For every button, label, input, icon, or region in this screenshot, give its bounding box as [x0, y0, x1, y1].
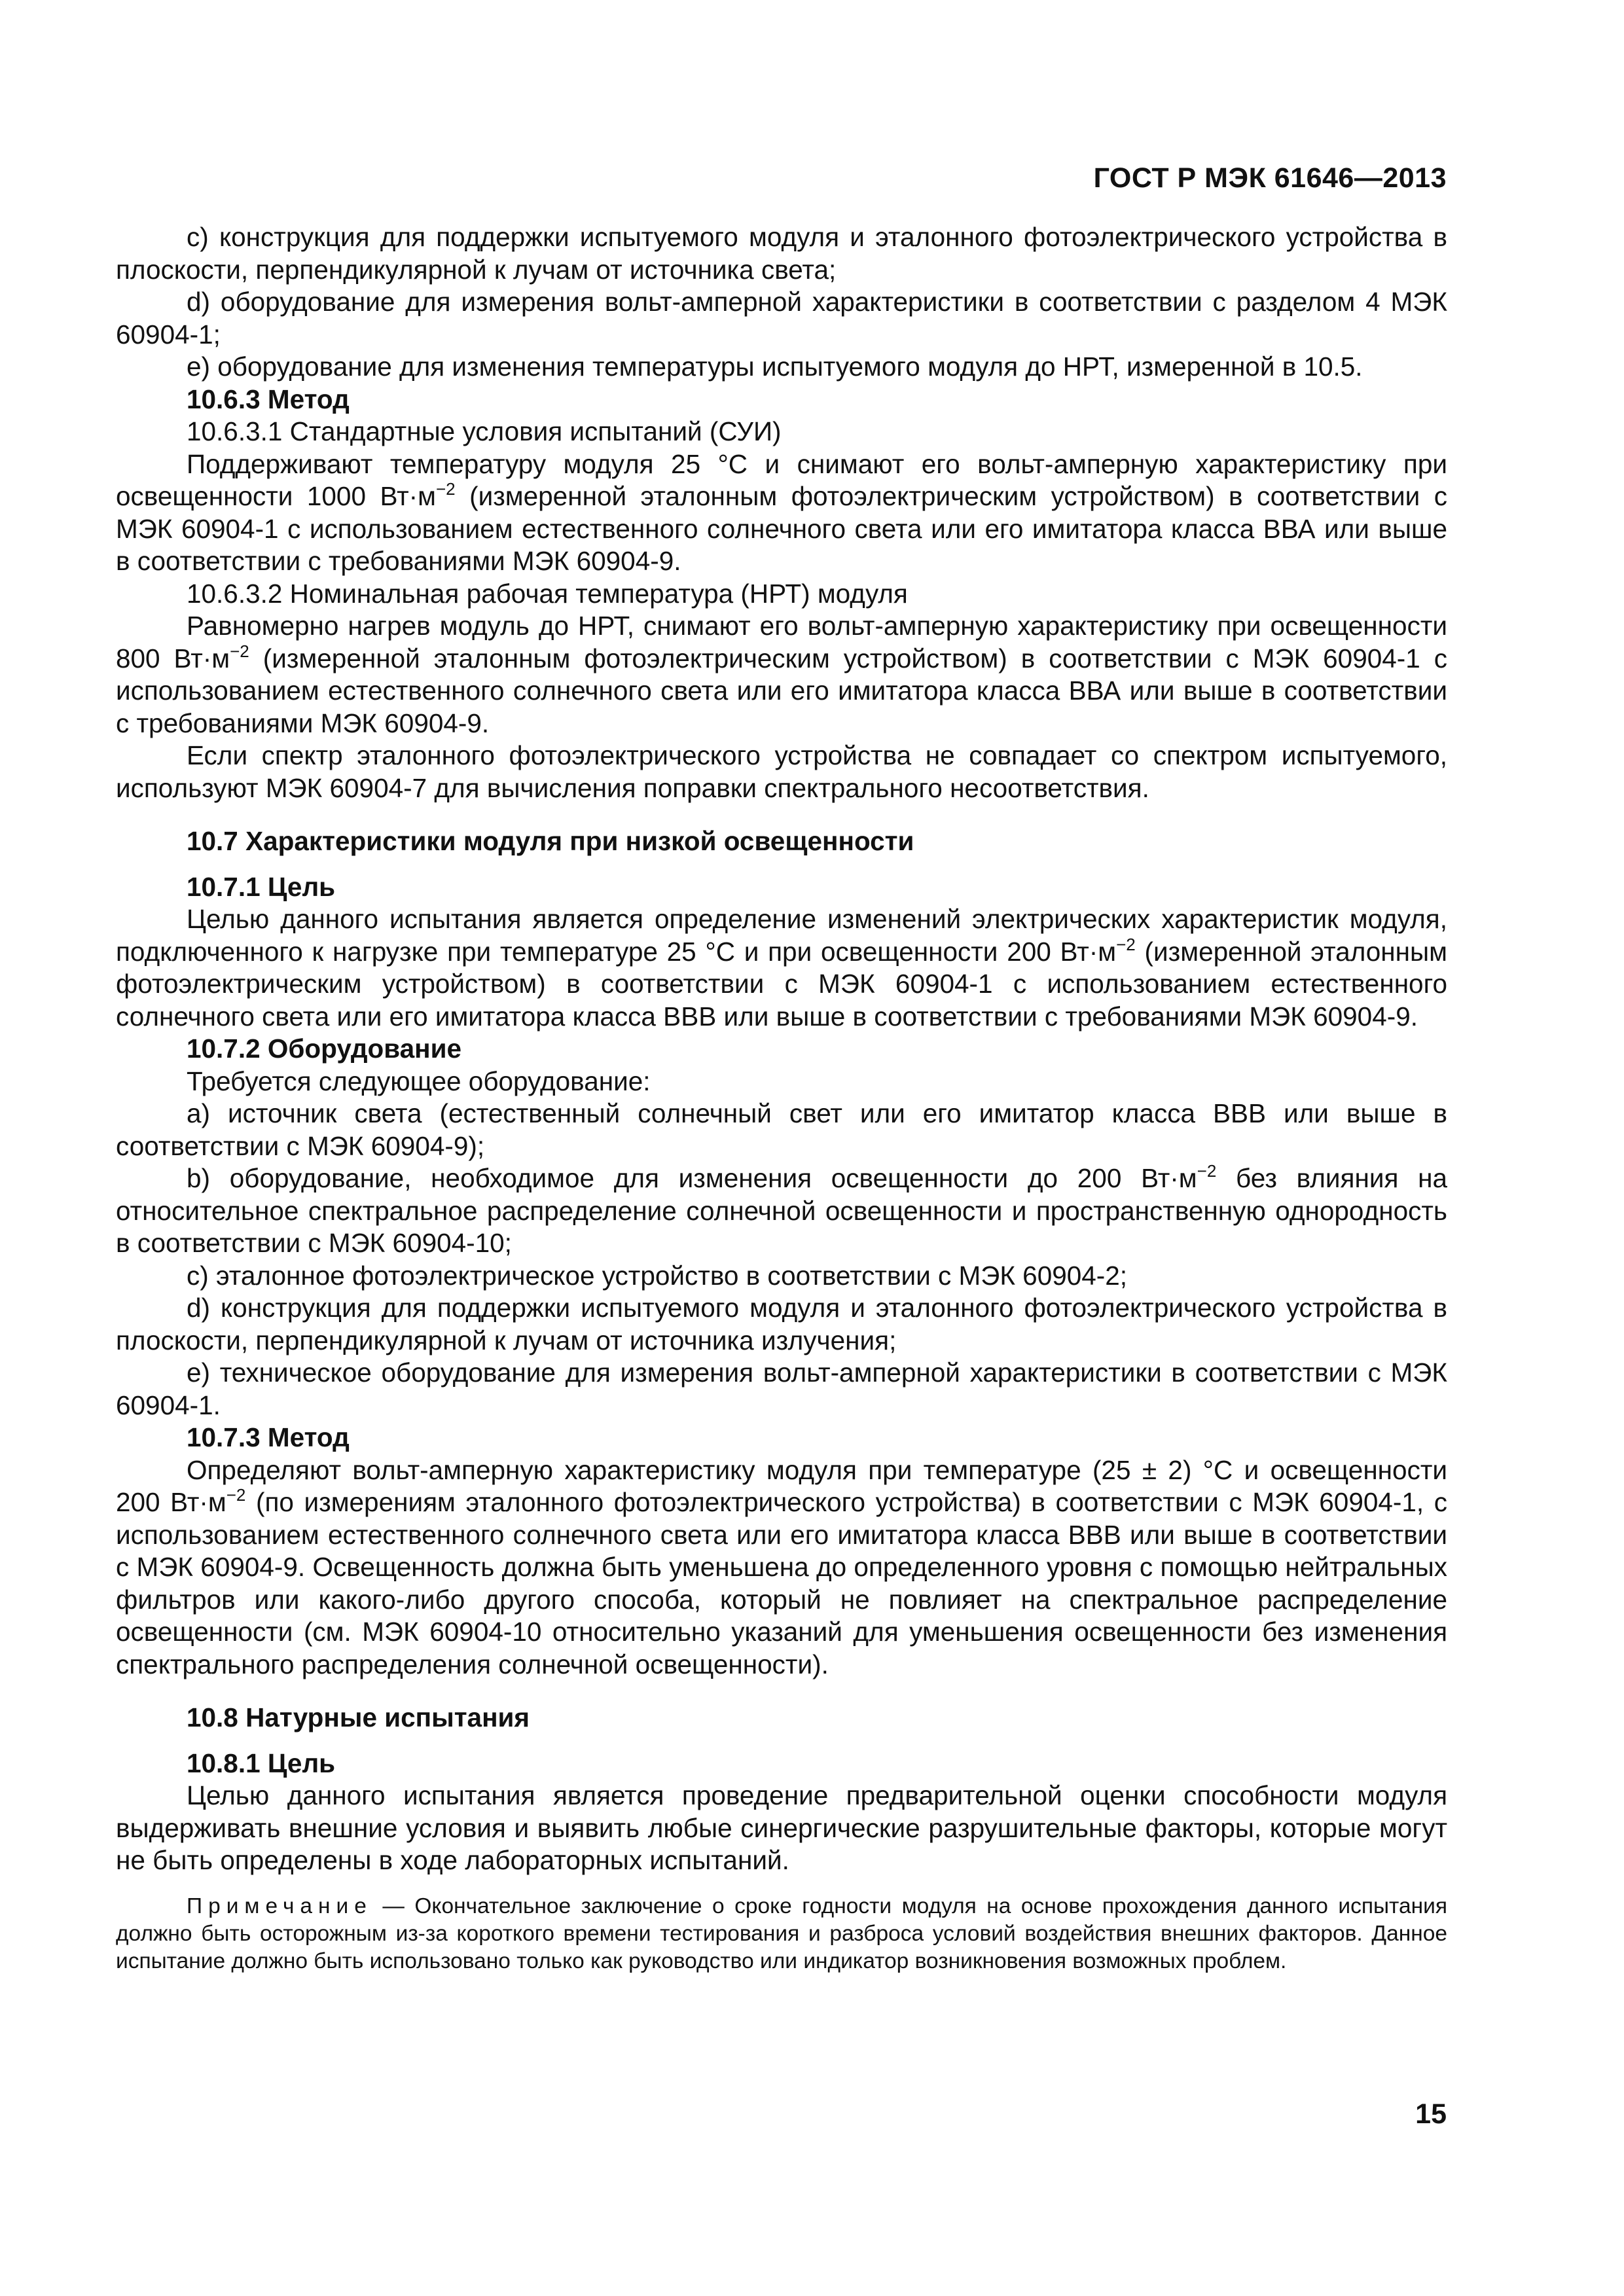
- text-part: без влияния на относительное спектральное распределение солнечной освещенности и пространственную однородность в соответствии с МЭК 60904-10;: [116, 1163, 1447, 1258]
- paragraph-nrt: [116, 610, 1447, 740]
- heading-10-6-3: 10.6.3 Метод: [187, 384, 350, 414]
- paragraph-goal-10-7: [116, 903, 1447, 1033]
- text-part: Поддерживают температуру модуля 25 °С и снимают его вольт-амперную характеристику при освещенности 1000 Вт·м: [116, 448, 1447, 511]
- text-part: (измеренной эталонным фотоэлектрическим устройством) в соответствии с МЭК 60904-1 с использованием естественного солнечного света или его имитатора класса ВВВ или выше в соответствии с требованиями МЭК 60904-9.: [116, 936, 1447, 1031]
- note-label: Примечание: [187, 1893, 372, 1918]
- text-part: Равномерно нагрев модуль до НРТ, снимают его вольт-амперную характеристику при освещенности 800 Вт·м: [116, 611, 1447, 673]
- heading-10-7-3: 10.7.3 Метод: [187, 1422, 350, 1452]
- list-item-e: e) оборудование для изменения температуры испытуемого модуля до НРТ, измеренной в 10.5.: [187, 351, 1363, 382]
- list-item-e: e) техническое оборудование для измерения вольт-амперной характеристики в соответствии с МЭК 60904-1.: [116, 1357, 1447, 1420]
- text-part: (измеренной эталонным фотоэлектрическим устройством) в соответствии с МЭК 60904-1 с использованием естественного солнечного света или его имитатора класса ВВА или выше в соответствии с требованиями МЭК 60904-9.: [116, 643, 1448, 738]
- list-item-c: c) конструкция для поддержки испытуемого модуля и эталонного фотоэлектрического устройства в плоскости, перпендикулярной к лучам от источника света;: [116, 222, 1447, 285]
- heading-10-8-1: 10.8.1 Цель: [187, 1748, 336, 1778]
- text-part: Целью данного испытания является определение изменений электрических характеристик модуля, подключенного к нагрузке при температуре 25 °С и при освещенности 200 Вт·м: [116, 904, 1447, 967]
- list-item-d: d) конструкция для поддержки испытуемого модуля и эталонного фотоэлектрического устройства в плоскости, перпендикулярной к лучам от источника излучения;: [116, 1293, 1447, 1355]
- list-item-d: d) оборудование для измерения вольт-амперной характеристики в соответствии с разделом 4 МЭК 60904-1;: [116, 287, 1447, 350]
- note-text: — Окончательное заключение о сроке годности модуля на основе прохождения данного испытания должно быть осторожным из-за короткого времени тестирования и разброса условий воздействия внешних факторов. Данное испытание должно быть использовано только как руководство или индикатор возникновения возможных проблем.: [116, 1893, 1447, 1973]
- heading-10-7: 10.7 Характеристики модуля при низкой освещенности: [187, 826, 914, 856]
- document-code-header: ГОСТ Р МЭК 61646—2013: [1093, 162, 1447, 194]
- paragraph-method-10-7-3: [116, 1454, 1447, 1681]
- superscript: −2: [1197, 1161, 1217, 1181]
- paragraph-spectrum: Если спектр эталонного фотоэлектрического устройства не совпадает со спектром испытуемого, используют МЭК 60904-7 для вычисления поправки спектрального несоответствия.: [116, 740, 1447, 803]
- superscript: −2: [436, 479, 456, 499]
- text-part: (измеренной эталонным фотоэлектрическим устройством) в соответствии с МЭК 60904-1 с использованием естественного солнечного света или его имитатора класса ВВА или выше в соответствии с требованиями МЭК 60904-9.: [116, 481, 1448, 576]
- subheading-10-6-3-2: 10.6.3.2 Номинальная рабочая температура (НРТ) модуля: [187, 578, 908, 609]
- subheading-10-6-3-1: 10.6.3.1 Стандартные условия испытаний (СУИ): [187, 416, 782, 446]
- heading-10-7-2: 10.7.2 Оборудование: [187, 1033, 462, 1064]
- paragraph-equipment-intro: Требуется следующее оборудование:: [187, 1066, 651, 1096]
- superscript: −2: [226, 1485, 246, 1505]
- superscript: −2: [1116, 934, 1136, 954]
- document-body: [116, 221, 1447, 1975]
- text-part: (по измерениям эталонного фотоэлектрического устройства) в соответствии с МЭК 60904-1, с использованием естественного солнечного света или его имитатора класса ВВВ или выше в соответствии с МЭК 60904-9. Освещенность должна быть уменьшена до определенного уровня с помощью нейтральных фильтров или какого-либо другого способа, который не повлияет на спектральное распределение освещенности (см. МЭК 60904-10 относительно указаний для уменьшения освещенности без изменения спектрального распределения солнечной освещенности).: [116, 1487, 1447, 1679]
- page-number: 15: [1415, 2098, 1447, 2130]
- heading-10-8: 10.8 Натурные испытания: [187, 1702, 530, 1732]
- text-part: Определяют вольт-амперную характеристику модуля при температуре (25 ± 2) °С и освещенности 200 Вт·м: [116, 1454, 1447, 1517]
- paragraph-stc: [116, 448, 1447, 578]
- paragraph-goal-10-8: Целью данного испытания является проведение предварительной оценки способности модуля выдерживать внешние условия и выявить любые синергические разрушительные факторы, которые могут не быть определены в ходе лабораторных испытаний.: [116, 1780, 1447, 1875]
- text-part: b) оборудование, необходимое для изменения освещенности до 200 Вт·м: [187, 1163, 1197, 1193]
- list-item-c: c) эталонное фотоэлектрическое устройство в соответствии с МЭК 60904-2;: [187, 1260, 1128, 1291]
- superscript: −2: [230, 641, 249, 661]
- note: [116, 1893, 1447, 1975]
- list-item-a: a) источник света (естественный солнечный свет или его имитатор класса ВВВ или выше в соответствии с МЭК 60904-9);: [116, 1098, 1447, 1161]
- heading-10-7-1: 10.7.1 Цель: [187, 871, 336, 902]
- list-item-b: [116, 1162, 1447, 1260]
